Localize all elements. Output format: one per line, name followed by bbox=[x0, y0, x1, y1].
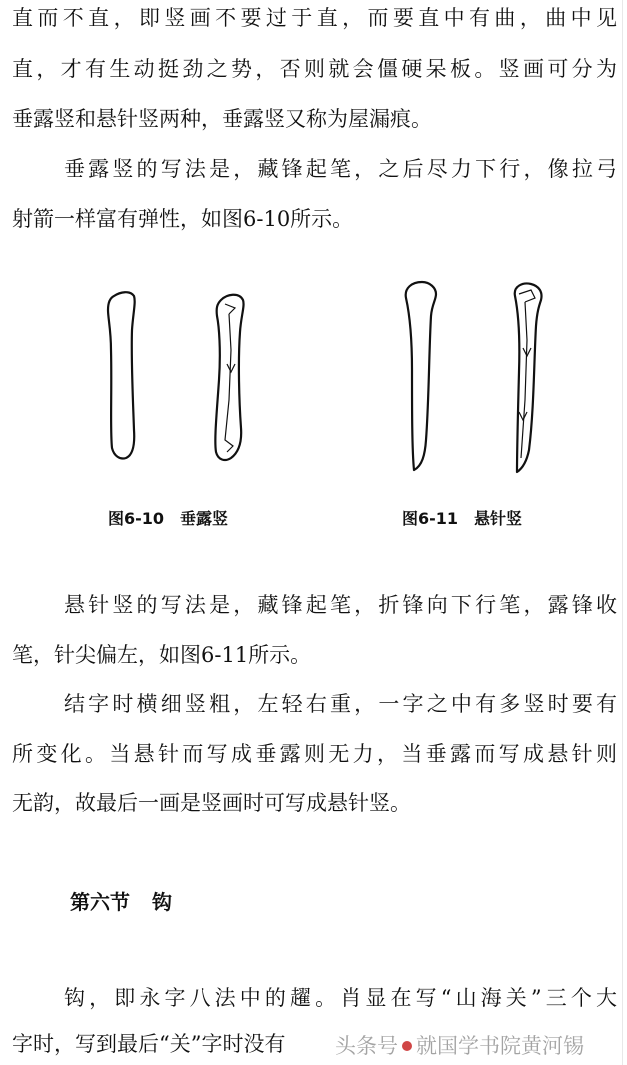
xuanzhen-stroke-guide-figure bbox=[505, 280, 550, 475]
figure-number: 图6-10 bbox=[108, 509, 165, 528]
text-line: 直而不直，即竖画不要过于直，而要直中有曲，曲中见 bbox=[12, 6, 617, 30]
text-line: 结字时横细竖粗，左轻右重，一字之中有多竖时要有 bbox=[64, 692, 617, 716]
watermark-dot-icon bbox=[402, 1041, 412, 1051]
text-line: 笔，针尖偏左，如图6-11所示。 bbox=[12, 643, 312, 667]
text-line: 垂露竖的写法是，藏锋起笔，之后尽力下行，像拉弓 bbox=[64, 157, 617, 181]
watermark-fragment: 就 bbox=[416, 1034, 437, 1058]
text-line: 字时，写到最后“关”字时没有 bbox=[12, 1032, 286, 1056]
figure-caption bbox=[402, 506, 522, 529]
watermark-author: 国学书院黄河锡 bbox=[437, 1034, 584, 1058]
text-line: 悬针竖的写法是，藏锋起笔，折锋向下行笔，露锋收 bbox=[64, 593, 617, 617]
text-line: 无韵，故最后一画是竖画时可写成悬针竖。 bbox=[12, 791, 411, 815]
text-line: 射箭一样富有弹性，如图6-10所示。 bbox=[12, 207, 354, 231]
text-line: 垂露竖和悬针竖两种，垂露竖又称为屋漏痕。 bbox=[12, 107, 432, 131]
page-edge bbox=[622, 0, 623, 1065]
watermark-source: 头条号 bbox=[335, 1034, 398, 1058]
text-line: 钩，即永字八法中的趯。肖显在写“山海关”三个大 bbox=[64, 986, 617, 1010]
figure-caption bbox=[108, 506, 228, 529]
section-number: 第六节 bbox=[70, 890, 130, 914]
figure-name: 垂露竖 bbox=[180, 509, 229, 528]
chuilu-stroke-guide-figure bbox=[205, 290, 255, 465]
text-line: 所变化。当悬针而写成垂露则无力，当垂露而写成悬针则 bbox=[12, 742, 617, 766]
section-heading bbox=[70, 886, 172, 915]
text-line: 直，才有生动挺劲之势，否则就会僵硬呆板。竖画可分为 bbox=[12, 57, 617, 81]
figure-name: 悬针竖 bbox=[474, 509, 523, 528]
watermark bbox=[335, 1030, 584, 1060]
chuilu-stroke-figure bbox=[100, 290, 145, 465]
section-title: 钩 bbox=[152, 890, 172, 914]
xuanzhen-stroke-figure bbox=[398, 280, 443, 475]
figure-number: 图6-11 bbox=[402, 509, 459, 528]
